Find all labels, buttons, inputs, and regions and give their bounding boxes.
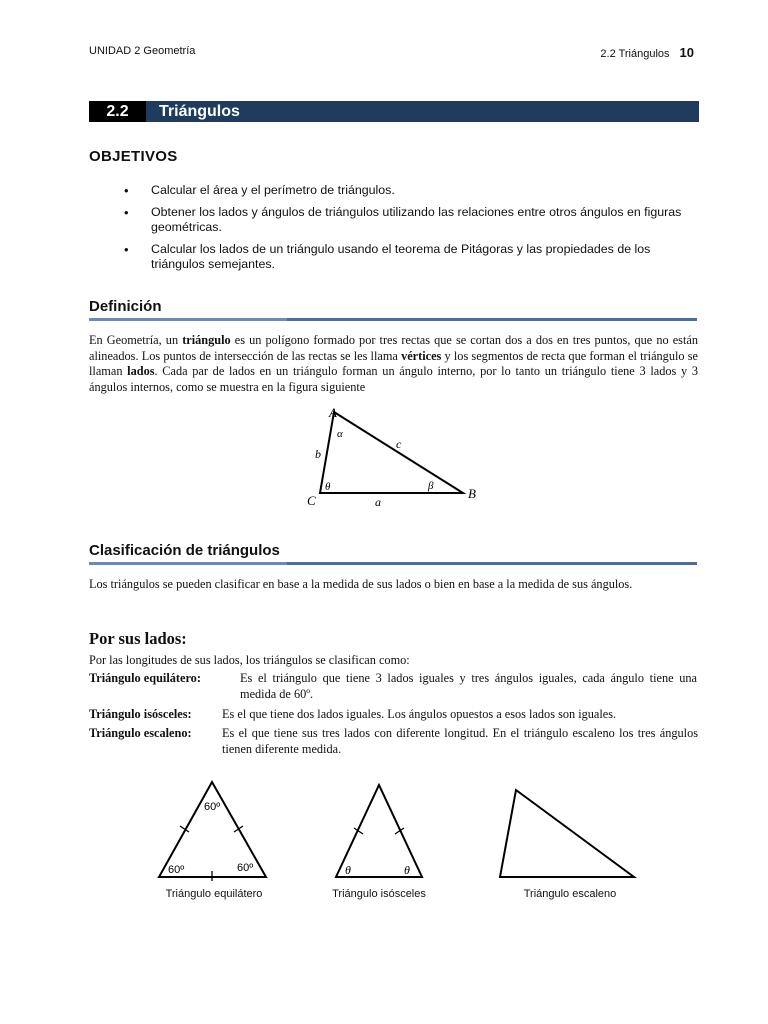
objetivos-list — [124, 183, 699, 279]
term-vertices: vértices — [401, 348, 442, 363]
por-lados-intro: Por las longitudes de sus lados, los triángulos se clasifican como: — [89, 653, 410, 667]
clasificacion-rule — [89, 562, 697, 565]
running-header-right — [600, 45, 694, 60]
list-item: • Obtener los lados y ángulos de triángulos utilizando las relaciones entre otros ángulos en figuras geométricas. — [124, 205, 699, 236]
definition-isosceles — [89, 707, 698, 723]
desc-escaleno: Es el que tiene sus tres lados con diferente longitud. En el triángulo escaleno los tres ángulos tienen diferente medida. — [222, 726, 698, 756]
clasificacion-heading: Clasificación de triángulos — [89, 542, 280, 559]
triangle-abc — [320, 412, 463, 493]
angle-beta-label: β — [428, 480, 434, 492]
page-number: 10 — [679, 45, 694, 60]
vertex-a-label: A — [329, 405, 337, 420]
running-header-left: UNIDAD 2 Geometría — [89, 45, 196, 57]
angle-label-left: 60º — [168, 864, 185, 876]
clasificacion-paragraph: Los triángulos se pueden clasificar en base a la medida de sus lados o bien en base a la medida de sus ángulos. — [89, 577, 633, 591]
equilateral-triangle-figure — [150, 775, 278, 881]
term-triangulo: triángulo — [182, 333, 231, 347]
definicion-rule — [89, 318, 697, 321]
angle-label-top: 60º — [204, 801, 221, 813]
text-run: En Geometría, un — [89, 333, 183, 347]
angle-alpha-label: α — [337, 428, 343, 440]
angle-label-right: 60º — [237, 862, 254, 874]
angle-label-left: θ — [345, 863, 351, 877]
text-run: y los segmentos de recta que forman el triángulo se llaman — [89, 348, 698, 378]
term-equilatero: Triángulo equilátero: — [89, 671, 201, 685]
definicion-paragraph — [89, 333, 698, 395]
angle-label-right: θ — [404, 863, 410, 877]
section-number: 2.2 — [89, 101, 146, 122]
section-title-bar — [89, 101, 699, 122]
definicion-heading: Definición — [89, 298, 162, 315]
term-isosceles: Triángulo isósceles: — [89, 707, 192, 721]
caption-equilatero: Triángulo equilátero — [165, 888, 263, 900]
term-escaleno: Triángulo escaleno: — [89, 726, 192, 740]
scalene-triangle-figure — [494, 785, 640, 881]
list-item: • Calcular el área y el perímetro de triángulos. — [124, 183, 699, 199]
text-run: es un polígono formado por tres rectas que se cortan dos a dos en tres puntos, que no están alineados. Los puntos de intersección de las rectas se les llama — [89, 333, 698, 363]
side-b-label: b — [315, 447, 321, 461]
objetivos-heading: OBJETIVOS — [89, 148, 178, 165]
definition-equilatero — [89, 671, 698, 703]
term-lados: lados — [127, 364, 155, 378]
caption-escaleno: Triángulo escaleno — [523, 888, 617, 900]
por-lados-heading: Por sus lados: — [89, 629, 187, 648]
caption-isosceles: Triángulo isósceles — [332, 888, 426, 900]
definition-escaleno — [89, 726, 698, 758]
isosceles-triangle-figure — [330, 780, 428, 881]
desc-isosceles: Es el que tiene dos lados iguales. Los ángulos opuestos a esos lados son iguales. — [222, 707, 617, 721]
angle-theta-label: θ — [325, 481, 331, 493]
labeled-triangle-figure — [300, 402, 490, 512]
header-section-label: 2.2 Triángulos — [600, 48, 670, 60]
text-run: . Cada par de lados en un triángulo forman un ángulo interno, por lo tanto un triángulo tiene 3 lados y 3 ángulos internos, como se muestra en la figura siguiente — [89, 364, 698, 394]
section-title: Triángulos — [159, 102, 240, 120]
vertex-b-label: B — [468, 486, 476, 501]
side-a-label: a — [375, 495, 381, 509]
desc-equilatero: Es el triángulo que tiene 3 lados iguales y tres ángulos iguales, cada ángulo tiene una medida de 60º. — [240, 671, 697, 701]
side-c-label: c — [396, 437, 402, 451]
scalene-triangle — [500, 790, 634, 877]
list-item: • Calcular los lados de un triángulo usando el teorema de Pitágoras y las propiedades de los triángulos semejantes. — [124, 242, 699, 273]
vertex-c-label: C — [307, 493, 316, 508]
